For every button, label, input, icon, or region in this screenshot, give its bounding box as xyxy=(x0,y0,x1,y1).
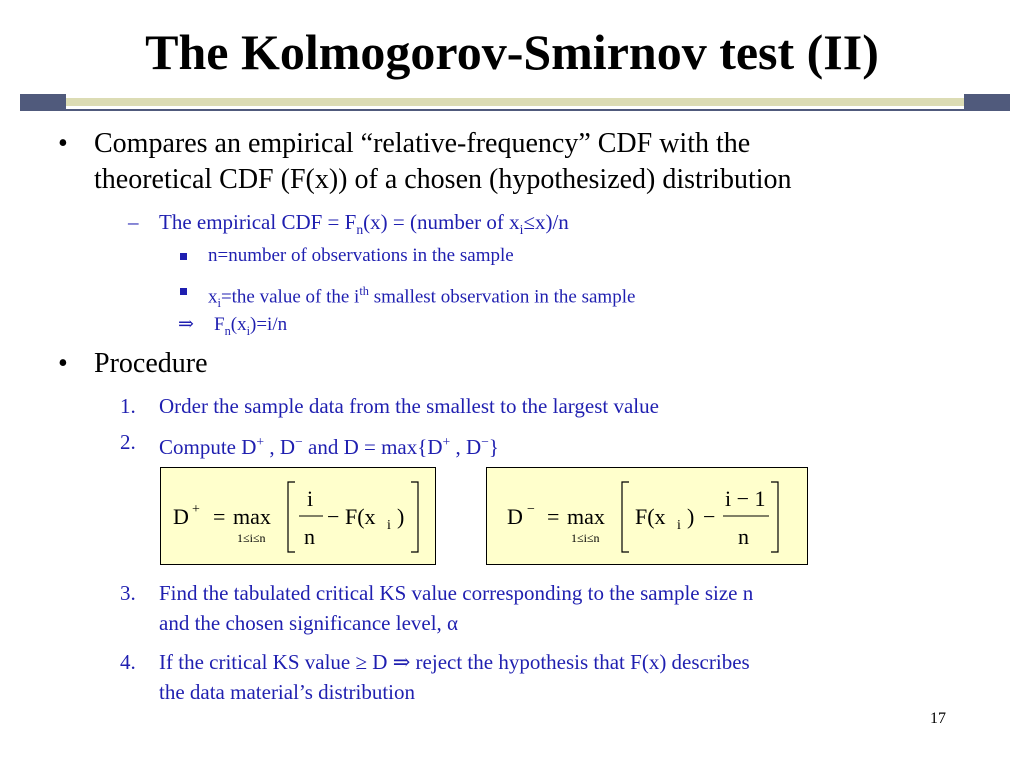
slide-title: The Kolmogorov-Smirnov test (II) xyxy=(145,24,879,80)
step-3-line-1: Find the tabulated critical KS value corresponding to the sample size n xyxy=(159,581,754,605)
svg-text:=: = xyxy=(213,504,226,529)
bullet-2-marker: • xyxy=(58,348,68,379)
bullet-1-marker: • xyxy=(58,128,68,159)
implies-arrow-icon: ⇒ xyxy=(178,314,194,335)
svg-text:i: i xyxy=(677,518,681,533)
formula-box-d-plus xyxy=(160,467,436,565)
step-2-text: Compute D+ , D− and D = max{D+ , D−} xyxy=(159,434,499,459)
bullet-1-line-2: theoretical CDF (F(x)) of a chosen (hypothesized) distribution xyxy=(94,164,792,195)
bullet-1-line-1: Compares an empirical “relative-frequency” CDF with the xyxy=(94,128,751,159)
svg-text:F(x: F(x xyxy=(635,504,666,529)
svg-text:max: max xyxy=(567,504,605,529)
svg-text:n: n xyxy=(738,524,749,549)
divider-left-block xyxy=(20,94,66,110)
divider-line xyxy=(20,109,1010,111)
step-2-number: 2. xyxy=(120,430,136,454)
fn-xi-result: $F_n(x_i)=i/n$ xyxy=(214,314,288,338)
step-1-number: 1. xyxy=(120,394,136,418)
d-plus-formula xyxy=(161,468,435,564)
svg-text:i: i xyxy=(387,518,391,533)
d-minus-formula xyxy=(487,468,807,564)
title-divider-bar xyxy=(20,94,1010,110)
svg-text:−: − xyxy=(703,504,716,529)
svg-text:−: − xyxy=(327,504,340,529)
sub-dash: – xyxy=(128,210,139,234)
svg-text:i: i xyxy=(307,486,314,511)
svg-text:1≤i≤n: 1≤i≤n xyxy=(571,531,600,545)
svg-text:max: max xyxy=(233,504,271,529)
svg-text:): ) xyxy=(687,504,695,529)
svg-text:F(x: F(x xyxy=(345,504,376,529)
svg-text:D: D xyxy=(173,504,189,529)
svg-text:n: n xyxy=(304,524,315,549)
xi-definition: $x_i=the$ value of the $i^{th}$ smallest observation in the sample xyxy=(208,284,636,311)
empirical-cdf-definition: The empirical CDF = $F_n(x)$ = (number of $x_i\le x)/n$ xyxy=(159,210,569,238)
step-4-line-2: the data material’s distribution xyxy=(159,680,416,704)
procedure-heading: Procedure xyxy=(94,348,208,379)
divider-right-block xyxy=(964,94,1010,110)
divider-band xyxy=(20,98,1010,106)
formula-box-d-minus xyxy=(486,467,808,565)
step-1-text: Order the sample data from the smallest to the largest value xyxy=(159,394,659,418)
svg-text:+: + xyxy=(192,502,200,517)
step-4-number: 4. xyxy=(120,650,136,674)
svg-text:−: − xyxy=(527,502,535,517)
svg-text:D: D xyxy=(507,504,523,529)
step-4-line-1: If the critical KS value ≥ D ⇒ reject the hypothesis that F(x) describes xyxy=(159,650,750,674)
svg-text:1≤i≤n: 1≤i≤n xyxy=(237,531,266,545)
svg-text:): ) xyxy=(397,504,405,529)
step-3-number: 3. xyxy=(120,581,136,605)
svg-text:i − 1: i − 1 xyxy=(725,486,766,511)
n-definition: n=number of observations in the sample xyxy=(208,245,514,266)
step-3-line-2: and the chosen significance level, α xyxy=(159,611,459,635)
page-number: 17 xyxy=(930,710,946,727)
svg-text:=: = xyxy=(547,504,560,529)
